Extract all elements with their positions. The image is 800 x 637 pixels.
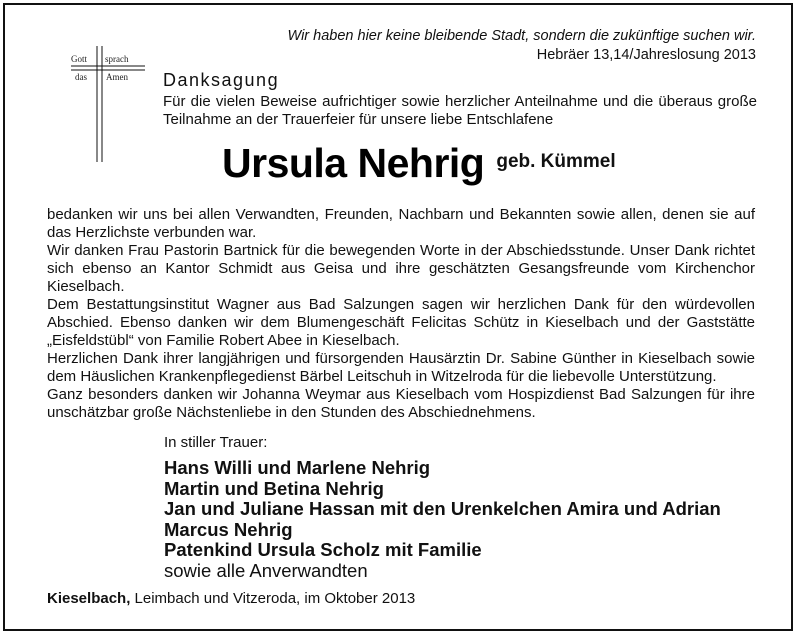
mourner: Hans Willi und Marlene Nehrig xyxy=(164,457,431,478)
paragraph: Herzlichen Dank ihrer langjährigen und fürsorgenden Hausärztin Dr. Sabine Günther in Kieselbach sowie dem Häuslichen Krankenpflegedienst Bärbel Leitschuh in Witzelroda für die liebevolle Unterstützung. xyxy=(47,350,755,385)
thanks-text xyxy=(47,206,755,422)
motto-quote: Wir haben hier keine bleibende Stadt, sondern die zukünftige suchen wir. xyxy=(287,28,756,44)
intro-text: Für die vielen Beweise aufrichtiger sowie herzlicher Anteilnahme und die überaus große Teilnahme an der Trauerfeier für unsere liebe Entschlafene xyxy=(163,93,757,128)
cross-symbol xyxy=(69,44,149,164)
cross-word-sprach: sprach xyxy=(105,54,129,64)
birth-name: geb. Kümmel xyxy=(496,151,616,172)
closing-line xyxy=(47,590,415,607)
mourning-label: In stiller Trauer: xyxy=(164,434,268,451)
cross-word-das: das xyxy=(75,72,87,82)
paragraph: Wir danken Frau Pastorin Bartnick für die bewegenden Worte in der Abschiedsstunde. Unser Dank richtet sich ebenso an Kantor Schmidt aus Geisa und ihre geschätzten Gesangsfreunde vom Kirchenchor Kieselbach. xyxy=(47,242,755,295)
cross-word-amen: Amen xyxy=(106,72,128,82)
paragraph: Dem Bestattungsinstitut Wagner aus Bad Salzungen sagen wir herzlichen Dank für den würdevollen Abschied. Ebenso danken wir dem Blumengeschäft Felicitas Schütz in Kieselbach und der Gaststätte „Eisfeldstübl“ von Familie Robert Abee in Kieselbach. xyxy=(47,296,755,349)
motto xyxy=(288,27,756,65)
deceased xyxy=(222,140,616,187)
closing-place: Kieselbach, xyxy=(47,590,131,607)
mourner: Jan und Juliane Hassan mit den Urenkelchen Amira und Adrian xyxy=(164,498,721,519)
deceased-name: Ursula Nehrig xyxy=(222,140,485,186)
closing-rest: Leimbach und Vitzeroda, im Oktober 2013 xyxy=(130,590,416,607)
paragraph: bedanken wir uns bei allen Verwandten, Freunden, Nachbarn und Bekannten sowie allen, denen sie auf das Herzlichste verbunden war. xyxy=(47,206,755,241)
mourner: Patenkind Ursula Scholz mit Familie xyxy=(164,539,482,560)
mourner: Marcus Nehrig xyxy=(164,518,293,540)
cross-word-gott: Gott xyxy=(71,54,88,64)
heading-danksagung: Danksagung xyxy=(163,70,280,90)
mourner: Martin und Betina Nehrig xyxy=(164,477,384,499)
mourners-list xyxy=(164,458,721,581)
mourners-rest: sowie alle Anverwandten xyxy=(164,559,368,581)
motto-source: Hebräer 13,14/Jahreslosung 2013 xyxy=(536,47,756,63)
paragraph: Ganz besonders danken wir Johanna Weymar aus Kieselbach vom Hospizdienst Bad Salzungen für ihre unschätzbar große Nächstenliebe in den Stunden des Abschiednehmens. xyxy=(47,386,755,421)
